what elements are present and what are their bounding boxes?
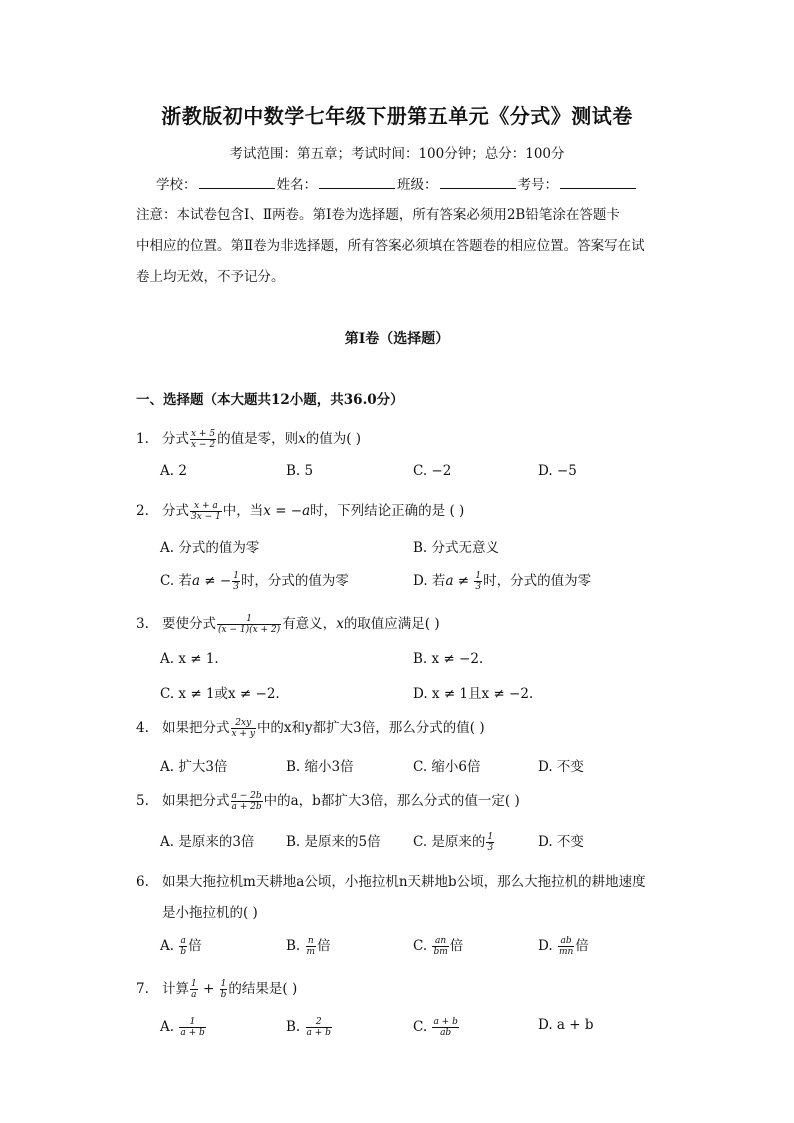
option-a[interactable]: A. 扩大3倍 bbox=[160, 759, 228, 775]
option-c[interactable]: C. 是原来的 $\frac{1}{3}$ bbox=[413, 832, 494, 853]
note-line: 卷上均无效，不予记分。 bbox=[136, 269, 285, 285]
option-d[interactable]: D. 若a ≠ $\frac{1}{3}$ 时，分式的值为零 bbox=[413, 571, 592, 592]
option-a[interactable]: A. $\frac{a}{b}$ 倍 bbox=[160, 936, 202, 957]
option-b[interactable]: B. 缩小3倍 bbox=[286, 759, 354, 775]
fraction: $\frac{1}{a + b}$ bbox=[180, 1017, 205, 1038]
option-b[interactable]: B. x ≠ −2. bbox=[413, 651, 484, 667]
question-1: 1. 分式 $\frac{x + 5}{x - 2}$ 的值是零，则x的值为( ) bbox=[136, 429, 362, 450]
question-number: 4. bbox=[136, 720, 149, 736]
option-c[interactable]: C. $\frac{an}{bm}$ 倍 bbox=[413, 936, 464, 957]
option-d[interactable]: D. 不变 bbox=[538, 759, 584, 775]
question-number: 5. bbox=[136, 793, 149, 809]
question-number: 1. bbox=[136, 431, 149, 447]
option-d[interactable]: D. −5 bbox=[538, 463, 577, 479]
option-b[interactable]: B. 是原来的5倍 bbox=[286, 834, 381, 850]
question-5: 5. 如果把分式 $\frac{a - 2b}{a + 2b}$ 中的a，b都扩大3倍，那么分式的值一定( ) bbox=[136, 791, 520, 812]
note-line: 中相应的位置。第Ⅱ卷为非选择题，所有答案必须填在答题卷的相应位置。答案写在试 bbox=[136, 238, 645, 254]
fraction: $\frac{an}{bm}$ bbox=[433, 936, 448, 957]
question-number: 7. bbox=[136, 981, 149, 997]
note-line: 注意：本试卷包含Ⅰ、Ⅱ两卷。第Ⅰ卷为选择题，所有答案必须用2B铅笔涂在答题卡 bbox=[136, 207, 620, 223]
name-blank[interactable] bbox=[319, 175, 395, 189]
question-6-line2: 是小拖拉机的( ) bbox=[162, 905, 258, 921]
fraction: $\frac{ab}{mn}$ bbox=[558, 936, 574, 957]
exam-no-label: 考号： bbox=[517, 177, 558, 193]
section-title: 第Ⅰ卷（选择题） bbox=[344, 331, 450, 347]
class-blank[interactable] bbox=[440, 175, 516, 189]
option-a[interactable]: A. x ≠ 1. bbox=[160, 651, 219, 667]
fraction: $\frac{a - 2b}{a + 2b}$ bbox=[231, 791, 262, 812]
student-info-line bbox=[0, 173, 794, 193]
part-title: 一、选择题（本大题共12小题，共36.0分） bbox=[136, 392, 404, 408]
exam-scope: 考试范围：第五章；考试时间：100分钟；总分：100分 bbox=[229, 146, 565, 162]
option-c[interactable]: C. 缩小6倍 bbox=[413, 759, 481, 775]
question-6: 6. 如果大拖拉机m天耕地a公顷，小拖拉机n天耕地b公顷，那么大拖拉机的耕地速度 bbox=[136, 874, 646, 890]
question-7: 7. 计算 $\frac{1}{a}$ + $\frac{1}{b}$ 的结果是( ) bbox=[136, 979, 298, 1000]
class-label: 班级： bbox=[397, 177, 438, 193]
option-c[interactable]: C. x ≠ 1或x ≠ −2. bbox=[160, 686, 280, 702]
option-b[interactable]: B. $\frac{2}{a + b}$ bbox=[286, 1017, 331, 1038]
fraction: $\frac{2}{a + b}$ bbox=[306, 1017, 331, 1038]
exam-title: 浙教版初中数学七年级下册第五单元《分式》测试卷 bbox=[161, 104, 633, 128]
fraction: $\frac{1}{3}$ bbox=[487, 832, 494, 853]
fraction: $\frac{1}{3}$ bbox=[475, 571, 482, 592]
question-4: 4. 如果把分式 $\frac{2xy}{x + y}$ 中的x和y都扩大3倍，那么分式的值( ) bbox=[136, 718, 485, 739]
option-d[interactable]: D. 不变 bbox=[538, 834, 584, 850]
question-3: 3. 要使分式 $\frac{1}{(x - 1)(x + 2)}$ 有意义，x的取值应满足( ) bbox=[136, 614, 440, 635]
name-label: 姓名： bbox=[276, 177, 317, 193]
option-c[interactable]: C. $\frac{a + b}{ab}$ bbox=[413, 1017, 458, 1038]
fraction: $\frac{1}{(x - 1)(x + 2)}$ bbox=[218, 614, 281, 635]
option-c[interactable]: C. 若a ≠ − $\frac{1}{3}$ 时，分式的值为零 bbox=[160, 571, 349, 592]
exam-note bbox=[136, 200, 664, 293]
option-a[interactable]: A. 分式的值为零 bbox=[160, 540, 260, 556]
option-d[interactable]: D. $\frac{ab}{mn}$ 倍 bbox=[538, 936, 589, 957]
fraction: $\frac{n}{m}$ bbox=[306, 936, 316, 957]
fraction: $\frac{1}{3}$ bbox=[233, 571, 239, 592]
fraction: $\frac{a + b}{ab}$ bbox=[433, 1017, 458, 1038]
option-b[interactable]: B. $\frac{n}{m}$ 倍 bbox=[286, 936, 331, 957]
fraction: $\frac{2xy}{x + y}$ bbox=[231, 718, 255, 739]
school-blank[interactable] bbox=[199, 175, 275, 189]
fraction: $\frac{a}{b}$ bbox=[180, 936, 187, 957]
exam-no-blank[interactable] bbox=[560, 175, 636, 189]
option-a[interactable]: A. 是原来的3倍 bbox=[160, 834, 255, 850]
fraction: $\frac{x + 5}{x - 2}$ bbox=[191, 429, 216, 450]
option-a[interactable]: A. $\frac{1}{a + b}$ bbox=[160, 1017, 205, 1038]
question-number: 2. bbox=[136, 503, 149, 519]
fraction: $\frac{x + a}{3x - 1}$ bbox=[191, 501, 221, 522]
option-c[interactable]: C. −2 bbox=[413, 463, 452, 479]
question-number: 6. bbox=[136, 874, 149, 890]
school-label: 学校： bbox=[156, 177, 197, 193]
question-number: 3. bbox=[136, 616, 149, 632]
option-a[interactable]: A. 2 bbox=[160, 463, 187, 479]
option-d[interactable]: D. a + b bbox=[538, 1017, 594, 1033]
option-b[interactable]: B. 5 bbox=[286, 463, 314, 479]
fraction: $\frac{1}{a}$ bbox=[191, 979, 197, 1000]
option-d[interactable]: D. x ≠ 1且x ≠ −2. bbox=[413, 686, 534, 702]
fraction: $\frac{1}{b}$ bbox=[220, 979, 227, 1000]
option-b[interactable]: B. 分式无意义 bbox=[413, 540, 500, 556]
question-2: 2. 分式 $\frac{x + a}{3x - 1}$ 中，当x = −a时，下列结论正确的是 ( ) bbox=[136, 501, 465, 522]
